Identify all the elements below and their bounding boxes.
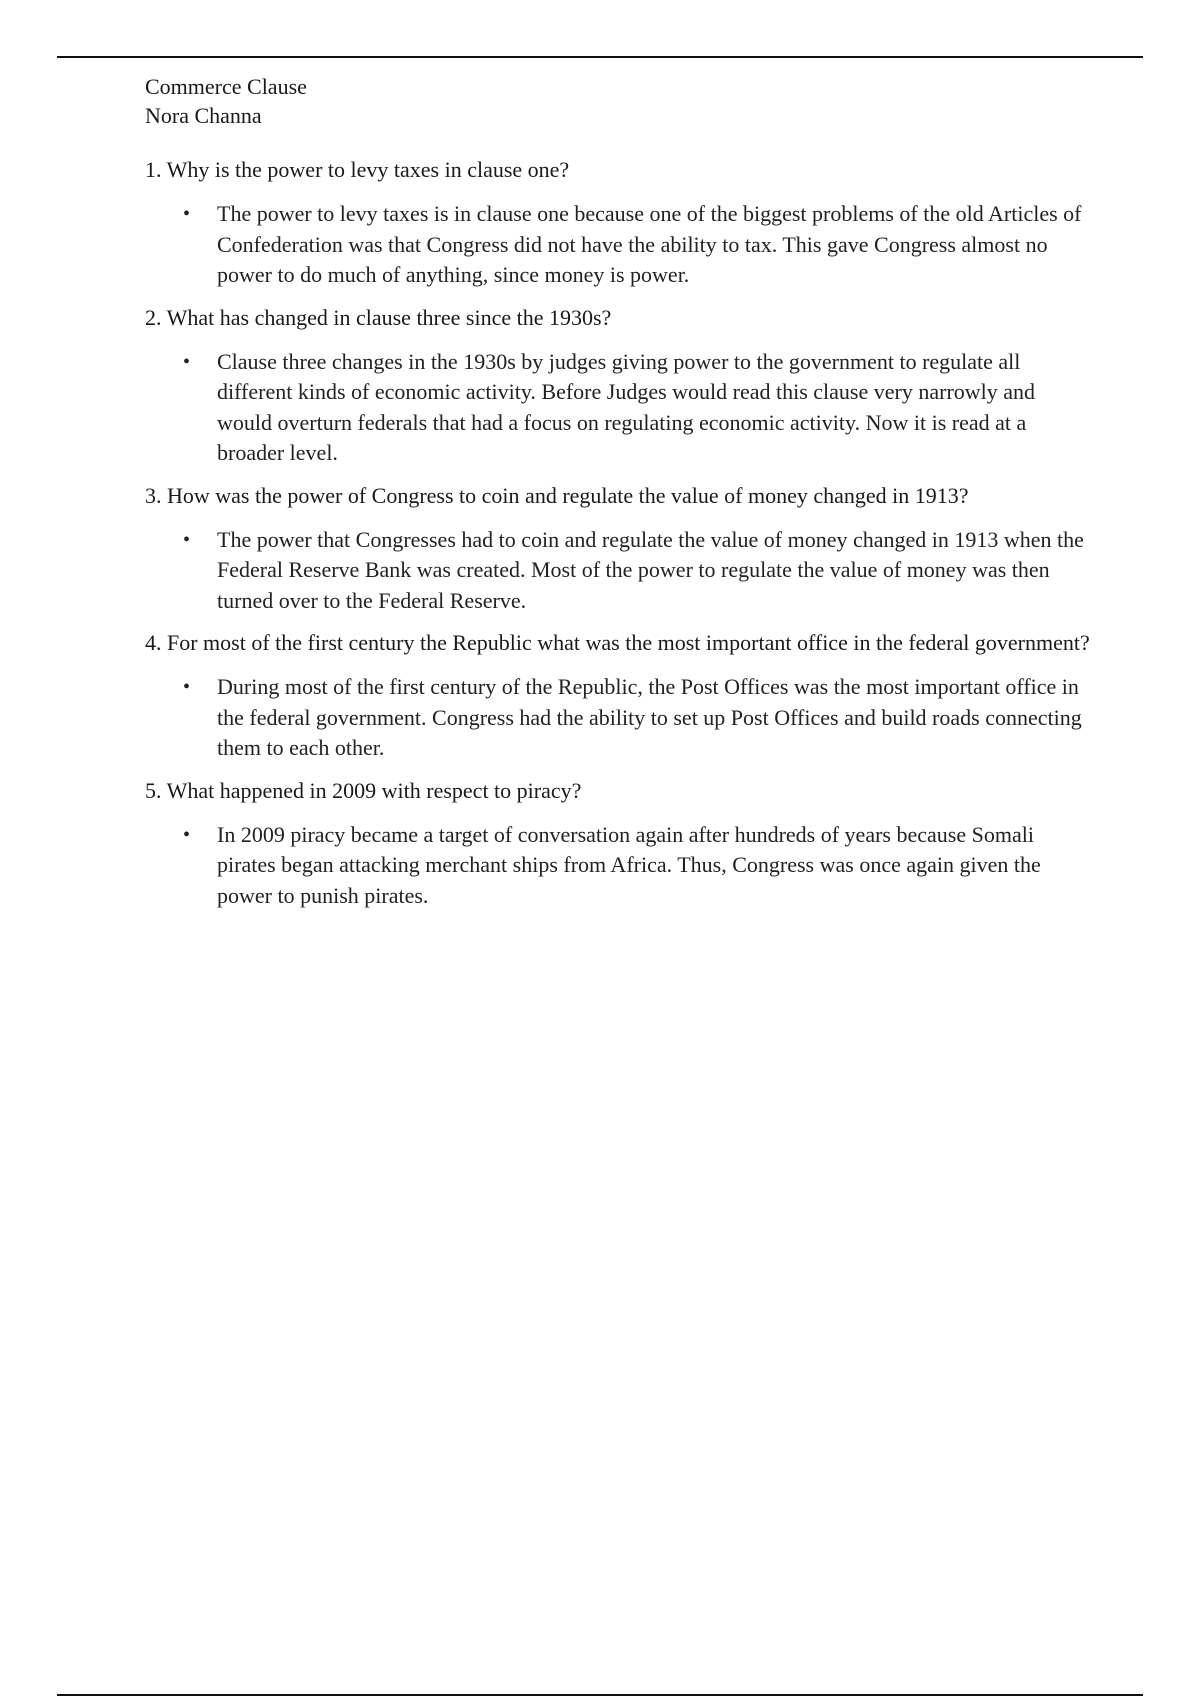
bullet-icon: • [183, 350, 191, 373]
answer-5-text: In 2009 piracy became a target of conversation again after hundreds of years because Somali pirates began attacking merchant ships from Africa. Thus, Congress was once again given the power to punish pirates. [217, 821, 1041, 908]
answer-list-2 [145, 347, 1095, 469]
document-page [145, 72, 1095, 923]
question-block-3 [145, 481, 1095, 617]
answer-2 [145, 347, 1095, 469]
answer-5 [145, 820, 1095, 912]
document-title: Commerce Clause [145, 74, 307, 99]
answer-1-text: The power to levy taxes is in clause one because one of the biggest problems of the old Articles of Confederation was that Congress did not have the ability to tax. This gave Congress almost no power to do much of anything, since money is power. [217, 201, 1082, 287]
answer-2-text: Clause three changes in the 1930s by judges giving power to the government to regulate all different kinds of economic activity. Before Judges would read this clause very narrowly and would overturn federals that had a focus on regulating economic activity. Now it is read at a broader level. [217, 348, 1036, 465]
document-author: Nora Channa [145, 103, 262, 128]
question-block-4 [145, 628, 1095, 764]
answer-3 [145, 525, 1095, 617]
bullet-icon: • [183, 823, 191, 846]
answer-3-text: The power that Congresses had to coin and regulate the value of money changed in 1913 when the Federal Reserve Bank was created. Most of the power to regulate the value of money was then turned over to the Federal Reserve. [217, 526, 1084, 613]
bullet-icon: • [183, 528, 191, 551]
question-2: 2. What has changed in clause three since the 1930s? [145, 304, 612, 330]
bullet-icon: • [183, 203, 191, 225]
bullet-icon: • [183, 676, 191, 698]
bottom-rule [57, 1694, 1143, 1696]
answer-1 [145, 199, 1095, 291]
answer-list-5 [145, 820, 1095, 912]
answer-list-1 [145, 199, 1095, 291]
question-block-2 [145, 303, 1095, 469]
answer-4 [145, 672, 1095, 764]
question-4: 4. For most of the first century the Republic what was the most important office in the federal government? [145, 630, 1090, 655]
top-rule [57, 56, 1143, 58]
question-block-5 [145, 776, 1095, 912]
question-5: 5. What happened in 2009 with respect to piracy? [145, 777, 582, 803]
answer-list-3 [145, 525, 1095, 617]
answer-list-4 [145, 672, 1095, 764]
question-3: 3. How was the power of Congress to coin and regulate the value of money changed in 1913? [145, 482, 969, 508]
answer-4-text: During most of the first century of the Republic, the Post Offices was the most important office in the federal government. Congress had the ability to set up Post Offices and build roads connecting them to each other. [217, 674, 1082, 760]
question-1: 1. Why is the power to levy taxes in clause one? [145, 157, 570, 182]
question-block-1 [145, 155, 1095, 291]
